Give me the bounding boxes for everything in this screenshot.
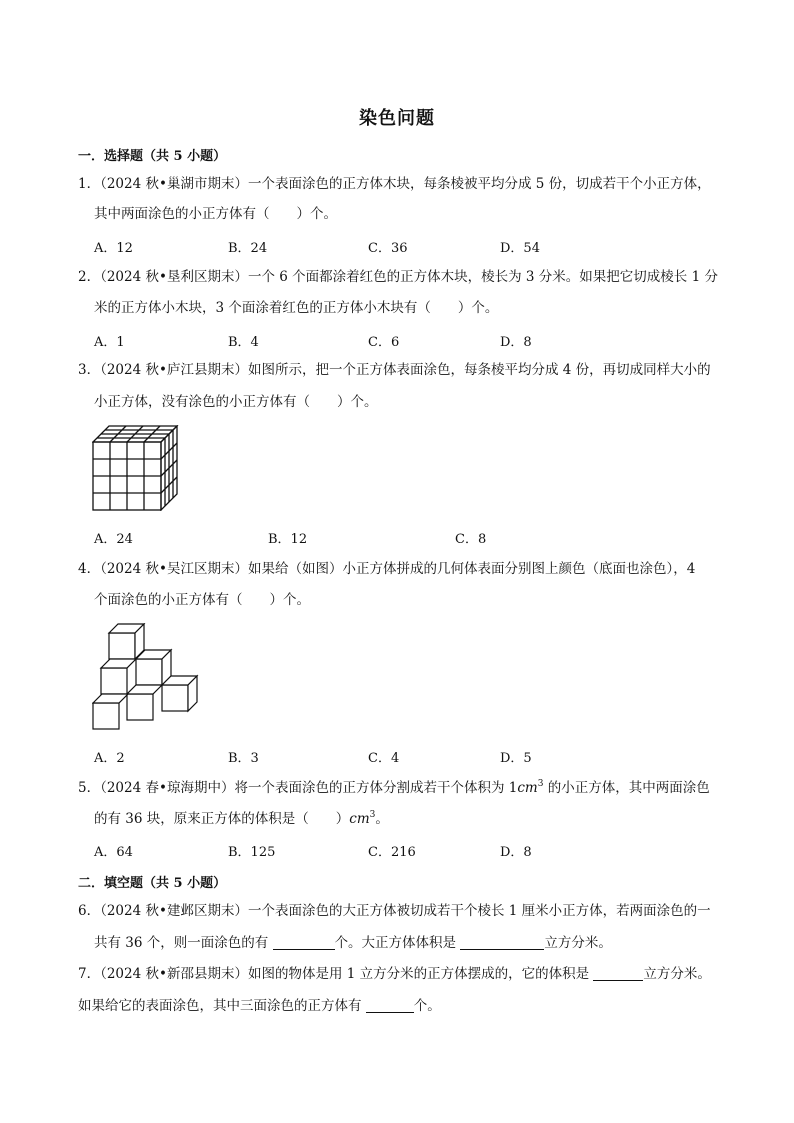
question-4-line-2: 个面涂色的小正方体有（ ）个。: [94, 592, 310, 608]
question-text: 如果给它的表面涂色，其中三面涂色的正方体有: [78, 998, 366, 1014]
choice-c[interactable]: C．4: [368, 751, 400, 766]
question-text: 个。大正方体体积是: [334, 935, 461, 951]
question-7-line-2: [78, 997, 441, 1015]
choice-c[interactable]: C．36: [368, 241, 408, 256]
question-text: 立方分米。: [544, 935, 612, 951]
question-2-line-1: [78, 268, 718, 286]
question-number: 7．: [78, 966, 101, 982]
question-number: 5．: [78, 780, 101, 796]
question-1-line-1: [78, 175, 711, 193]
choice-a[interactable]: A．1: [94, 335, 125, 350]
choice-c[interactable]: C．6: [368, 335, 400, 350]
question-3-line-2: 小正方体，没有涂色的小正方体有（ ）个。: [94, 394, 378, 410]
question-text: （2024 秋•巢湖市期末）一个表面涂色的正方体木块，每条棱被平均分成 5 份，切成若干个小正方体，: [100, 176, 711, 192]
choice-a[interactable]: A．12: [94, 241, 133, 256]
page-title: 染色问题: [359, 108, 435, 129]
choice-c[interactable]: C．8: [455, 532, 487, 547]
question-text: 的小正方体，其中两面涂色: [543, 780, 710, 796]
choice-d[interactable]: D．54: [500, 241, 540, 256]
unit-cm: cm: [517, 780, 538, 796]
answer-blank[interactable]: [366, 998, 414, 1013]
choice-c[interactable]: C．216: [368, 845, 416, 860]
question-text: 的有 36 块，原来正方体的体积是（ ）: [94, 811, 350, 827]
section-header-choice: 一．选择题（共 5 小题）: [78, 149, 227, 164]
question-6-line-1: [78, 902, 711, 920]
unit-cm: cm: [349, 811, 370, 827]
stacked-cubes-figure: [92, 623, 202, 731]
choice-d[interactable]: D．5: [500, 751, 532, 766]
answer-blank[interactable]: [460, 935, 544, 950]
question-text: 立方分米。: [643, 966, 711, 982]
section-header-fill-in: 二．填空题（共 5 小题）: [78, 876, 227, 891]
cube-4x4-figure: [92, 425, 180, 511]
question-number: 4．: [78, 561, 101, 577]
answer-blank[interactable]: [273, 935, 335, 950]
question-1-line-2: 其中两面涂色的小正方体有（ ）个。: [94, 206, 337, 222]
choice-b[interactable]: B．4: [228, 335, 259, 350]
question-text: （2024 春•琼海期中）将一个表面涂色的正方体分割成若干个体积为 1: [100, 780, 518, 796]
choice-a[interactable]: A．24: [94, 532, 133, 547]
question-7-line-1: [78, 965, 711, 983]
question-text: （2024 秋•建邺区期末）一个表面涂色的大正方体被切成若干个棱长 1 厘米小正方体，若两面涂色的一: [100, 903, 711, 919]
question-4-line-1: [78, 560, 695, 578]
answer-blank[interactable]: [593, 966, 643, 981]
question-number: 1．: [78, 176, 101, 192]
question-2-line-2: 米的正方体小木块，3 个面涂着红色的正方体小木块有（ ）个。: [94, 300, 499, 316]
choice-d[interactable]: D．8: [500, 335, 532, 350]
question-5-line-1: [78, 779, 710, 797]
question-text: （2024 秋•吴江区期末）如果给（如图）小正方体拼成的几何体表面分别图上颜色（底面也涂色），4: [100, 561, 696, 577]
question-number: 2．: [78, 269, 101, 285]
question-number: 3．: [78, 362, 101, 378]
question-5-line-2: [94, 810, 389, 828]
question-number: 6．: [78, 903, 101, 919]
question-3-line-1: [78, 361, 711, 379]
question-text: （2024 秋•庐江县期末）如图所示，把一个正方体表面涂色，每条棱平均分成 4 份，再切成同样大小的: [100, 362, 711, 378]
question-text: 。: [375, 811, 389, 827]
choice-a[interactable]: A．64: [94, 845, 133, 860]
unit-exponent: 3: [369, 810, 376, 820]
choice-b[interactable]: B．3: [228, 751, 259, 766]
question-text: 共有 36 个，则一面涂色的有: [94, 935, 273, 951]
question-text: 个。: [413, 998, 441, 1014]
question-text: （2024 秋•新邵县期末）如图的物体是用 1 立方分米的正方体摆成的，它的体积是: [100, 966, 594, 982]
choice-b[interactable]: B．24: [228, 241, 268, 256]
choice-b[interactable]: B．12: [268, 532, 308, 547]
choice-a[interactable]: A．2: [94, 751, 125, 766]
choice-b[interactable]: B．125: [228, 845, 276, 860]
question-6-line-2: [94, 934, 612, 952]
question-text: （2024 秋•垦利区期末）一个 6 个面都涂着红色的正方体木块，棱长为 3 分米。如果把它切成棱长 1 分: [100, 269, 718, 285]
unit-exponent: 3: [537, 779, 544, 789]
choice-d[interactable]: D．8: [500, 845, 532, 860]
